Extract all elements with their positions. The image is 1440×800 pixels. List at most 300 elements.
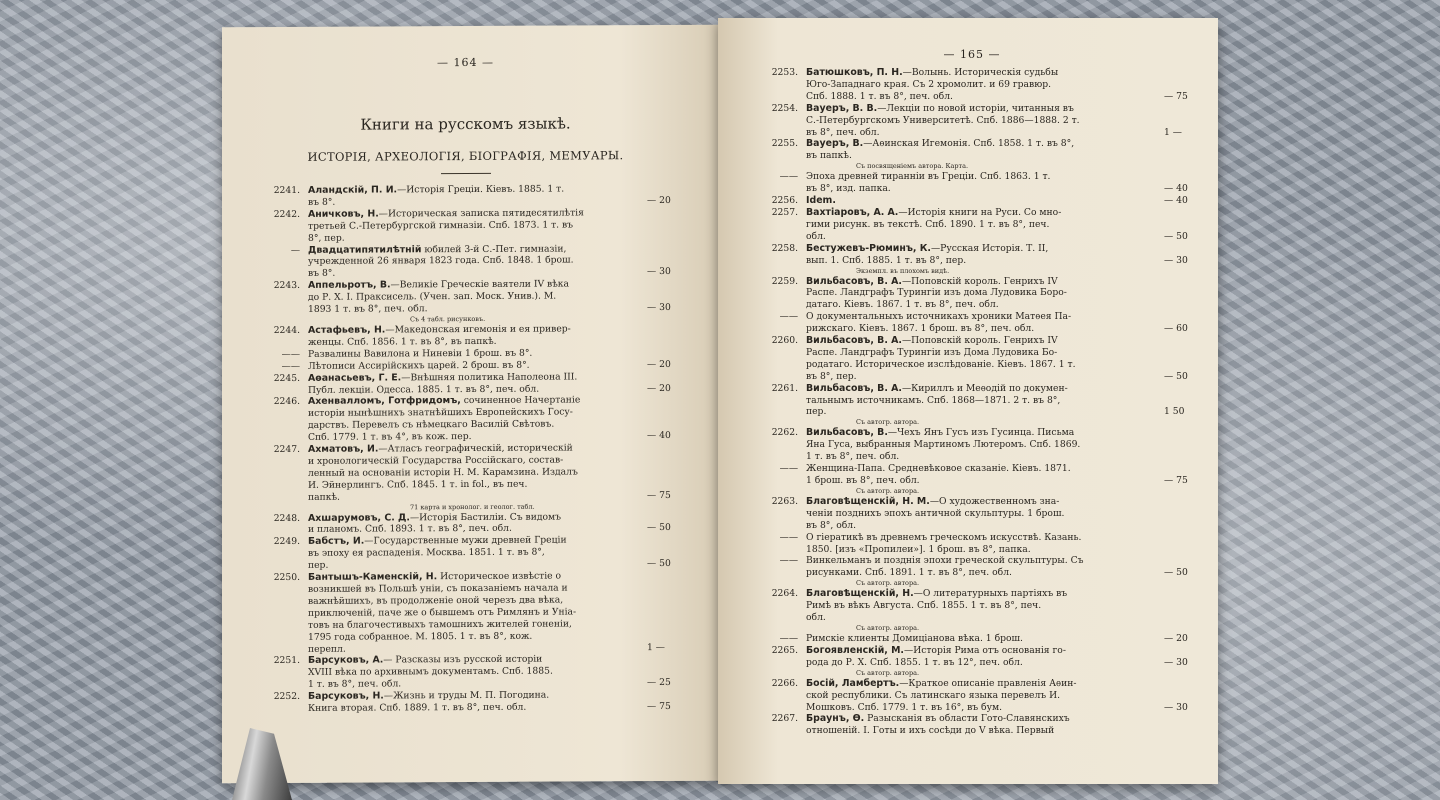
entry-price <box>1158 645 1208 657</box>
entry-price <box>641 347 691 359</box>
entry-text <box>806 103 1158 115</box>
entry-description: обл. <box>806 230 826 242</box>
catalog-entry <box>736 633 1208 645</box>
entry-description: Историческое извѣстіе о <box>437 570 562 583</box>
entry-line <box>736 171 1208 183</box>
entry-text <box>806 359 1158 371</box>
entry-price: 1 50 <box>1164 406 1185 418</box>
entry-description: въ 8°, пер. <box>806 370 857 382</box>
entry-text <box>806 127 1158 139</box>
entry-line <box>736 690 1208 702</box>
entry-line <box>736 79 1208 91</box>
entry-description: —Поповскій король. Генрихъ IV <box>901 275 1058 287</box>
entry-number <box>736 439 806 451</box>
entry-author: Ахенвалломъ, Готфридомъ, <box>308 395 461 408</box>
entry-line <box>736 451 1208 463</box>
entry-number <box>736 508 806 520</box>
entry-description: рода до Р. Х. Спб. 1855. 1 т. въ 12°, печ. обл. <box>806 656 1023 668</box>
entry-description: Женщина-Папа. Средневѣковое сказаніе. Кіевъ. 1871. <box>806 463 1071 475</box>
entry-author: Бабстъ, И. <box>308 535 365 548</box>
entry-description: —Лекціи по новой исторіи, читанныя въ <box>877 102 1074 114</box>
entry-number <box>240 256 308 268</box>
entry-description: возникшей въ Польшѣ уніи, съ показаніемъ начала и <box>308 582 568 595</box>
entry-price <box>1158 555 1208 567</box>
entry-author: Богоявленскій, М. <box>806 644 904 656</box>
right-page <box>718 18 1218 784</box>
entry-description: до Р. Х. I. Праксисель. (Учен. зап. Моск. Унив.). М. <box>308 290 557 304</box>
entry-number <box>240 703 308 715</box>
entry-price: — 50 <box>1164 567 1188 579</box>
entry-number <box>240 432 308 444</box>
catalog-entry <box>736 243 1208 276</box>
entry-number <box>736 219 806 231</box>
entry-description: 1 т. въ 8°, печ. обл. <box>308 678 402 691</box>
entry-text <box>806 645 1158 657</box>
entry-number <box>240 492 308 504</box>
entry-price <box>1158 496 1208 508</box>
entry-line <box>736 406 1208 418</box>
entry-price <box>641 478 691 490</box>
entry-price <box>1158 207 1208 219</box>
entry-description: въ 8°. <box>308 268 336 280</box>
entry-number <box>240 337 308 349</box>
entry-description: рисунками. Спб. 1891. 1 т. въ 8°, печ. обл. <box>806 567 1012 579</box>
entry-text <box>806 612 1158 624</box>
catalog-entry <box>736 171 1208 195</box>
entry-author: Idem. <box>806 195 836 207</box>
entry-price <box>641 653 691 665</box>
entry-description: С.-Петербургскомъ Университетѣ. Спб. 1886—1888. 2 т. <box>806 114 1080 126</box>
entry-author: Аппельротъ, В. <box>308 279 391 292</box>
entry-number: 2245. <box>273 372 300 384</box>
entry-description: —Чехъ Янъ Гусъ изъ Гусинца. Письма <box>887 427 1075 439</box>
entry-note: Съ 4 табл. рисунковъ. <box>410 314 486 324</box>
entry-number: 2256. <box>771 195 798 207</box>
entry-price <box>1158 287 1208 299</box>
entry-description: —Македонская игемонія и ея привер- <box>385 323 571 336</box>
entry-price <box>1158 171 1208 183</box>
entry-author: Аландскій, П. И. <box>308 184 398 196</box>
entry-description: вып. 1. Спб. 1885. 1 т. въ 8°, пер. <box>806 254 967 266</box>
entry-number <box>240 560 308 572</box>
entry-text <box>806 67 1158 79</box>
entry-text <box>806 335 1158 347</box>
entry-line <box>736 347 1208 359</box>
entry-number <box>240 197 308 209</box>
entry-price <box>641 230 691 242</box>
entry-price: — 20 <box>647 194 671 206</box>
entry-price <box>1158 427 1208 439</box>
entry-price: — 75 <box>647 489 671 501</box>
open-book <box>222 18 1222 786</box>
entry-text <box>806 276 1158 288</box>
entry-author: Вауеръ, В. <box>806 138 864 150</box>
entry-text <box>806 371 1158 383</box>
entry-price <box>641 242 691 254</box>
entry-number: 2243. <box>273 280 300 292</box>
entry-number: —— <box>779 555 798 567</box>
entry-description: перепл. <box>308 643 346 655</box>
entry-line <box>736 207 1208 219</box>
entry-line <box>736 276 1208 288</box>
entry-number: —— <box>779 171 798 183</box>
entry-price <box>641 582 691 594</box>
entry-description: Римскіе клиенты Домиціанова вѣка. 1 брош. <box>806 632 1023 644</box>
entry-number <box>240 643 308 655</box>
entry-description: въ 8°, изд. папка. <box>806 183 891 195</box>
catalog-entry <box>736 207 1208 243</box>
entry-price <box>1158 276 1208 288</box>
entry-number <box>736 567 806 579</box>
entry-price: — 50 <box>1164 370 1188 382</box>
entry-description: —Великіе Греческіе ваятели IV вѣка <box>390 278 569 291</box>
entry-price <box>1158 520 1208 532</box>
entry-text <box>806 231 1158 243</box>
entry-text <box>806 115 1158 127</box>
entry-text <box>308 302 641 316</box>
entry-author: Браунъ, Ѳ. <box>806 713 865 725</box>
entry-line <box>736 243 1208 255</box>
entry-price: — 75 <box>1164 90 1188 102</box>
left-page <box>222 25 719 784</box>
entry-price <box>641 665 691 677</box>
entry-number: — <box>290 244 300 256</box>
entry-price <box>641 335 691 347</box>
entry-price <box>641 546 691 558</box>
entry-line <box>240 490 691 504</box>
entry-number <box>240 304 308 316</box>
entry-price: — 30 <box>647 302 671 314</box>
entry-text <box>806 520 1158 532</box>
entry-text <box>806 463 1158 475</box>
entry-description: 1893 1 т. въ 8°, печ. обл. <box>308 303 428 315</box>
entry-number <box>240 221 308 233</box>
entry-number <box>736 395 806 407</box>
entry-number: 2263. <box>771 495 798 507</box>
right-page-number: — 165 — <box>943 48 1001 61</box>
entry-description: Яна Гуса, выбранныя Мартиномъ Лютеромъ. Спб. 1869. <box>806 439 1081 451</box>
entry-author: Вильбасовъ, В. А. <box>806 382 902 394</box>
entry-description: Разысканія въ области Гото-Славянскихъ <box>864 713 1070 725</box>
entry-price <box>641 510 691 522</box>
entry-line <box>736 588 1208 600</box>
entry-author: Вахтіаровъ, А. А. <box>806 206 899 218</box>
entry-price <box>1158 713 1208 725</box>
entry-description: и хронологическій Государства Россійскаго, состав- <box>308 454 564 467</box>
catalog-entry <box>736 67 1208 103</box>
entry-author: Бестужевъ-Рюминъ, К. <box>806 242 931 254</box>
entry-author: Вауеръ, В. В. <box>806 102 878 114</box>
entry-number <box>736 287 806 299</box>
entry-price: 1 — <box>647 641 665 653</box>
entry-number <box>736 657 806 669</box>
entry-line <box>240 701 691 715</box>
entry-line <box>736 633 1208 645</box>
entry-line <box>736 127 1208 139</box>
entry-text <box>806 183 1158 195</box>
entry-description: ской республики. Съ латинскаго языка перевелъ И. <box>806 689 1061 701</box>
entry-description: —Государственные мужи древней Греціи <box>364 534 567 547</box>
entry-number: 2261. <box>771 382 798 394</box>
entry-description: И. Эйнерлингъ. Спб. 1845. 1 т. in fol., въ печ. <box>308 478 528 491</box>
entry-author: Благовѣщенскій, Н. <box>806 588 914 600</box>
entry-number <box>736 451 806 463</box>
entry-line <box>736 323 1208 335</box>
entry-description: датаго. Кіевъ. 1867. 1 т. въ 8°, печ. обл. <box>806 299 999 311</box>
entry-price <box>641 418 691 430</box>
entry-description: —Исторія Греціи. Кіевъ. 1885. 1 т. <box>397 183 565 196</box>
entry-number <box>240 667 308 679</box>
entry-line <box>736 150 1208 162</box>
entry-text <box>806 439 1158 451</box>
entry-description: обл. <box>806 612 826 624</box>
entry-price: — 20 <box>647 382 671 394</box>
entry-author: Вильбасовъ, В. <box>806 427 888 439</box>
entry-text <box>806 451 1158 463</box>
entry-price: — 40 <box>1164 183 1188 195</box>
entry-text <box>806 588 1158 600</box>
entry-number <box>240 268 308 280</box>
entry-number <box>736 371 806 383</box>
entry-description: родатаго. Историческое изслѣдованіе. Кіевъ. 1867. 1 т. <box>806 358 1076 370</box>
entry-price <box>641 629 691 641</box>
entry-description: —Краткое описаніе правленія Аѳин- <box>899 677 1077 689</box>
entry-line <box>736 463 1208 475</box>
entry-line <box>736 657 1208 669</box>
entry-description: пер. <box>806 406 827 418</box>
entry-line <box>736 678 1208 690</box>
left-page-number: — 164 — <box>437 55 494 70</box>
entry-description: 1 т. въ 8°, печ. обл. <box>806 451 900 463</box>
entry-price <box>1158 690 1208 702</box>
entry-description: Эпоха древней тиранніи въ Греціи. Спб. 1863. 1 т. <box>806 171 1051 183</box>
entry-price <box>1158 678 1208 690</box>
entry-description: юбилей 3-й С.-Пет. гимназіи, <box>421 243 567 255</box>
entry-line <box>736 383 1208 395</box>
entry-text <box>806 633 1158 645</box>
entry-description: — Разсказы изъ русской исторіи <box>383 654 543 666</box>
entry-description: —Поповскій король. Генрихъ IV <box>901 335 1058 347</box>
entry-description: ченіи позднихъ эпохъ античной скульптуры. 1 брош. <box>806 507 1065 519</box>
entry-description: въ папкѣ. <box>806 150 852 162</box>
entry-description: рижскаго. Кіевъ. 1867. 1 брош. въ 8°, печ. обл. <box>806 323 1035 335</box>
entry-number: 2244. <box>273 324 300 336</box>
entry-description: товъ на благочестивыхъ тамошнихъ жителей гоненіи, <box>308 618 572 631</box>
entry-author: Вильбасовъ, В. А. <box>806 275 902 287</box>
entry-number <box>736 127 806 139</box>
entry-price: — 30 <box>1164 701 1188 713</box>
entry-number <box>240 584 308 596</box>
entry-price <box>1158 725 1208 737</box>
entry-number <box>736 323 806 335</box>
entry-text <box>806 496 1158 508</box>
entry-price <box>641 183 691 195</box>
entry-line <box>736 91 1208 103</box>
catalog-entry <box>240 510 691 536</box>
entry-text <box>806 207 1158 219</box>
catalog-entry <box>736 555 1208 588</box>
entry-number <box>736 690 806 702</box>
entry-number: 2265. <box>771 644 798 656</box>
entry-price <box>641 290 691 302</box>
entry-line <box>736 183 1208 195</box>
entry-text <box>806 255 1158 267</box>
entry-number: 2252. <box>273 691 300 703</box>
entry-description: въ 8°, обл. <box>806 519 857 531</box>
entry-number: 2257. <box>771 206 798 218</box>
entry-price <box>1158 451 1208 463</box>
entry-author: Вильбасовъ, В. А. <box>806 335 902 347</box>
entry-price <box>1158 588 1208 600</box>
entry-author: Аѳанасьевъ, Г. Е. <box>308 371 402 384</box>
entry-text <box>308 490 641 504</box>
entry-author: Астафьевъ, Н. <box>308 324 386 336</box>
entry-number: 2251. <box>273 655 300 667</box>
entry-price <box>641 570 691 582</box>
entry-price <box>1158 612 1208 624</box>
entry-line <box>736 371 1208 383</box>
entry-text <box>806 567 1158 579</box>
entry-number: 2262. <box>771 427 798 439</box>
entry-price: — 50 <box>647 522 671 534</box>
entry-line <box>736 67 1208 79</box>
entry-description: Спб. 1779. 1 т. въ 4°, въ кож. пер. <box>308 431 472 443</box>
entry-text <box>806 323 1158 335</box>
entry-price <box>641 323 691 335</box>
entry-number: 2250. <box>273 571 300 584</box>
entry-price <box>1158 508 1208 520</box>
entry-price: — 50 <box>1164 230 1188 242</box>
entry-text <box>308 701 641 715</box>
title-rule <box>441 173 491 174</box>
entry-description: —Жизнь и труды М. П. Погодина. <box>383 689 550 702</box>
entry-number <box>240 232 308 244</box>
entry-price <box>1158 335 1208 347</box>
entry-description: —Исторія книги на Руси. Со мно- <box>898 206 1062 218</box>
catalog-entry <box>240 534 691 572</box>
entry-price <box>641 370 691 382</box>
entry-text <box>806 725 1158 737</box>
entry-line <box>736 231 1208 243</box>
entry-price <box>1158 103 1208 115</box>
entry-number <box>240 524 308 536</box>
entry-note: Съ автогр. автора. <box>856 623 920 632</box>
catalog-entry <box>736 311 1208 335</box>
entry-text <box>806 544 1158 556</box>
catalog-entry <box>736 463 1208 496</box>
entry-price <box>1158 600 1208 612</box>
entry-price <box>1158 79 1208 91</box>
entry-line <box>736 219 1208 231</box>
entry-price <box>1158 383 1208 395</box>
catalog-entry <box>240 442 691 513</box>
entry-number <box>736 475 806 487</box>
entry-line <box>736 496 1208 508</box>
entry-author: Двадцатипятилѣтній <box>308 243 422 256</box>
entry-price <box>1158 347 1208 359</box>
entry-number <box>240 620 308 632</box>
entry-number: 2267. <box>771 713 798 725</box>
entry-number <box>736 544 806 556</box>
entry-author: Ахматовъ, И. <box>308 443 379 455</box>
catalog-entry <box>736 645 1208 678</box>
entry-description: XVIII вѣка по архивнымъ документамъ. Спб. 1885. <box>308 665 553 679</box>
catalog-entry <box>240 207 691 245</box>
entry-text <box>806 171 1158 183</box>
entry-description: Публ. лекціи. Одесса. 1885. 1 т. въ 8°, печ. обл. <box>308 383 540 396</box>
entry-line <box>736 725 1208 737</box>
entry-description: пер. <box>308 559 329 572</box>
entry-number <box>736 702 806 714</box>
entry-description: Римѣ въ вѣкъ Августа. Спб. 1855. 1 т. въ 8°, печ. <box>806 600 1042 612</box>
entry-description: —Историческая записка пятидесятилѣтія <box>378 207 584 220</box>
catalog-entry <box>736 588 1208 633</box>
entry-price <box>641 466 691 478</box>
entry-text <box>806 91 1158 103</box>
entry-price <box>1158 532 1208 544</box>
entry-price: — 75 <box>647 701 671 713</box>
entry-price <box>641 442 691 454</box>
entry-author: Босій, Ламбертъ. <box>806 677 900 689</box>
entry-price: — 40 <box>647 430 671 442</box>
entry-price <box>641 207 691 219</box>
entry-description: въ эпоху ея распаденія. Москва. 1851. 1 т. въ 8°, <box>308 546 545 560</box>
entry-number <box>240 408 308 420</box>
entry-price <box>1158 115 1208 127</box>
entry-price: — 75 <box>1164 475 1188 486</box>
entry-price <box>1158 311 1208 323</box>
entry-text <box>806 678 1158 690</box>
catalog-entry <box>240 689 691 715</box>
left-entry-list <box>240 183 691 715</box>
entry-note: Съ автогр. автора. <box>856 668 920 677</box>
entry-line <box>736 475 1208 487</box>
entry-author: Бантышъ-Каменскій, Н. <box>308 571 438 583</box>
entry-description: —Исторія Бастиліи. Съ видомъ <box>409 511 562 523</box>
entry-description: Лѣтописи Ассирійскихъ царей. 2 брош. въ 8°. <box>308 359 530 372</box>
entry-description: сочиненное Начертаніе <box>460 394 581 407</box>
entry-line <box>736 103 1208 115</box>
entry-description: 1 брош. въ 8°, печ. обл. <box>806 475 920 486</box>
entry-description: дарствъ. Перевелъ съ нѣмецкаго Василій Свѣтовъ. <box>308 418 555 432</box>
entry-number: 2259. <box>771 275 798 287</box>
entry-description: папкѣ. <box>308 491 340 503</box>
entry-number <box>240 548 308 560</box>
entry-description: 1850. [изъ «Пропилеи»]. 1 брош. въ 8°, папка. <box>806 543 1031 555</box>
entry-price <box>1158 299 1208 311</box>
entry-number: 2260. <box>771 335 798 347</box>
entry-line <box>736 532 1208 544</box>
entry-number <box>240 420 308 432</box>
entry-number: 2266. <box>771 677 798 689</box>
entry-price <box>1158 395 1208 407</box>
catalog-entry <box>736 383 1208 428</box>
entry-line <box>736 359 1208 371</box>
entry-line <box>736 713 1208 725</box>
entry-description: —Внѣшняя политика Наполеона III. <box>401 371 578 383</box>
catalog-entry <box>240 570 691 656</box>
entry-price <box>641 689 691 701</box>
entry-price <box>641 254 691 266</box>
catalog-entry <box>736 138 1208 171</box>
entry-text <box>806 150 1158 162</box>
entry-price <box>1158 544 1208 556</box>
entry-text <box>806 713 1158 725</box>
entry-description: —Атласъ географическій, историческій <box>378 442 573 455</box>
entry-line <box>736 544 1208 556</box>
entry-price: — 30 <box>1164 656 1188 668</box>
entry-number <box>736 600 806 612</box>
